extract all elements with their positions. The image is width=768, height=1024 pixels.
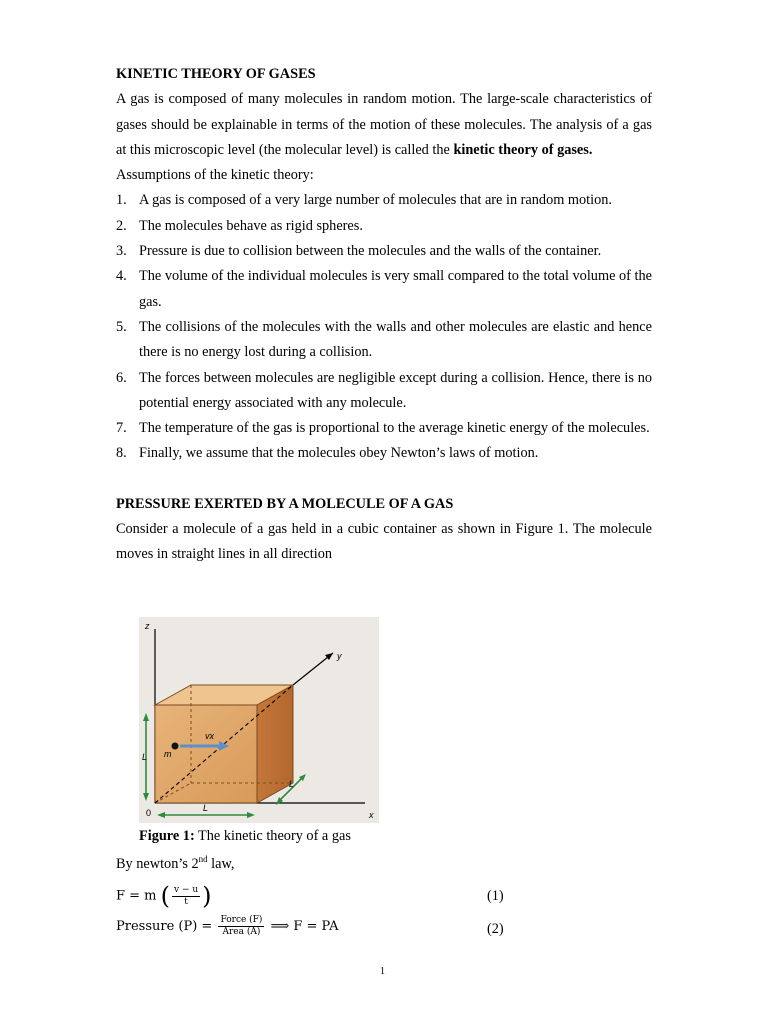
equation-1-number: (1)	[487, 888, 504, 904]
intro-paragraph: A gas is composed of many molecules in random motion. The large-scale characteristics of gases should be explainable in terms of the motion of these molecules. The analysis of a gas at this microscopic level (the molecular level) is called the kinetic theory of gases.	[116, 91, 652, 158]
pressure-paragraph: Consider a molecule of a gas held in a cubic container as shown in Figure 1. The molecule moves in straight lines in all direction	[116, 521, 652, 563]
list-item: 4. The volume of the individual molecules is very small compared to the total volume of the gas.	[116, 268, 652, 310]
list-item: 2. The molecules behave as rigid spheres.	[116, 217, 363, 234]
assumptions-label: Assumptions of the kinetic theory:	[116, 167, 314, 184]
document-body	[116, 62, 652, 568]
section-heading-kinetic-theory: KINETIC THEORY OF GASES	[116, 66, 316, 82]
x-axis-label: x	[369, 810, 374, 820]
newton-law-line: By newton’s 2nd law,	[116, 854, 235, 872]
list-item: 1. A gas is composed of a very large number of molecules that are in random motion.	[116, 192, 612, 209]
cube-diagram	[139, 617, 379, 823]
section-heading-pressure: PRESSURE EXERTED BY A MOLECULE OF A GAS	[116, 495, 454, 512]
list-item: 3. Pressure is due to collision between the molecules and the walls of the container.	[116, 243, 602, 260]
list-item: 7. The temperature of the gas is proportional to the average kinetic energy of the molecules.	[116, 420, 650, 437]
list-item: 8. Finally, we assume that the molecules obey Newton’s laws of motion.	[116, 445, 539, 462]
assumptions-list	[116, 188, 652, 466]
equation-2-number: (2)	[487, 921, 504, 937]
origin-label: 0	[146, 808, 152, 818]
l-label-depth: L	[289, 779, 295, 789]
list-item: 5. The collisions of the molecules with the walls and other molecules are elastic and hence there is no energy lost during a collision.	[116, 318, 652, 361]
page-number: 1	[380, 966, 385, 977]
mass-label: m	[164, 749, 172, 759]
cube-side	[257, 685, 293, 803]
list-item: 6. The forces between molecules are negligible except during a collision. Hence, there is no potential energy associated with any molecule.	[116, 369, 652, 411]
l-label-bottom: L	[203, 803, 209, 813]
equation-1: F = m ( $\frac{v - u}{t}$ )	[116, 882, 212, 910]
figure-caption: Figure 1: The kinetic theory of a gas	[139, 828, 351, 844]
velocity-label: vx	[205, 731, 214, 741]
cube-figure	[139, 617, 379, 823]
y-axis-label: y	[337, 651, 342, 661]
intro-bold-term: kinetic theory of gases.	[453, 141, 593, 158]
molecule	[172, 743, 179, 750]
y-axis	[293, 653, 333, 685]
equation-2: Pressure (P) = $\frac{\text{Force (F)}}{\text{Area (A)}}$ ⟹ F = PA	[116, 915, 339, 937]
z-axis-label: z	[145, 621, 150, 631]
l-label-left: L	[142, 752, 148, 762]
